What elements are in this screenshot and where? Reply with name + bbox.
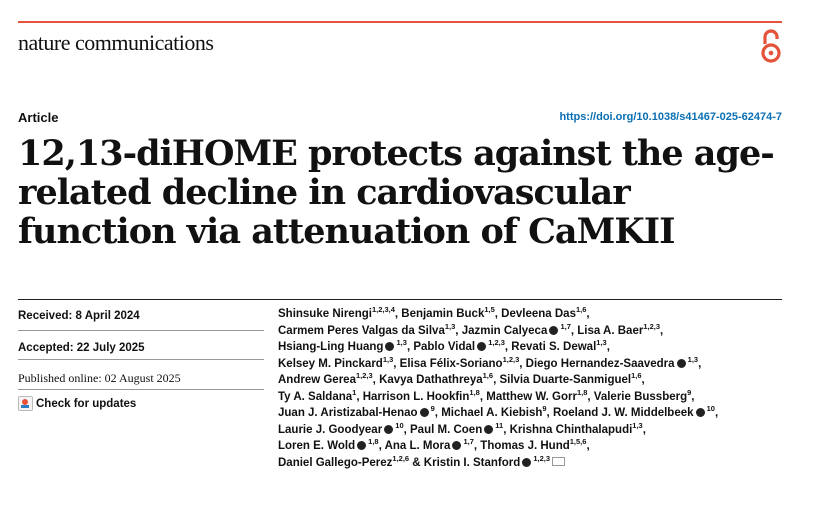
author-name[interactable]: Carmem Peres Valgas da Silva [278, 324, 445, 337]
author-name[interactable]: Andrew Gerea [278, 374, 356, 386]
meta-divider [18, 389, 264, 390]
published-date: Published online: 02 August 2025 [18, 371, 181, 385]
author-affiliations: 9 [428, 404, 435, 414]
author-affiliations: 1,2,6 [392, 453, 410, 463]
accepted-date: Accepted: 22 July 2025 [18, 342, 145, 354]
author-name[interactable]: Roeland J. W. Middelbeek [552, 407, 694, 419]
orcid-icon[interactable] [484, 425, 493, 434]
author-name[interactable]: Harrison L. Hookfin [362, 390, 470, 403]
header-accent-rule [18, 21, 782, 23]
author-affiliations: 9 [542, 404, 547, 414]
open-access-icon[interactable] [760, 27, 782, 65]
author-affiliations: 1,2,3 [643, 321, 660, 331]
check-for-updates-icon [18, 396, 33, 411]
author-affiliations: 1,8 [366, 437, 379, 447]
author-name[interactable]: Ana L. Mora [384, 440, 451, 452]
author-name[interactable]: Elisa Félix-Soriano [399, 357, 503, 370]
section-divider [18, 299, 782, 300]
author-affiliations: 1,3 [444, 321, 456, 331]
orcid-icon[interactable] [696, 408, 705, 417]
orcid-icon[interactable] [549, 326, 558, 335]
author-affiliations: 1,2,3 [502, 354, 520, 364]
journal-name[interactable]: nature communications [18, 30, 214, 55]
orcid-icon[interactable] [420, 408, 429, 417]
author-affiliations: 1,2,3 [355, 371, 373, 381]
author-affiliations: 10 [393, 420, 404, 430]
author-name[interactable]: Juan J. Aristizabal-Henao [278, 407, 418, 419]
author-affiliations: 1,2,3,4 [371, 305, 395, 315]
author-name[interactable]: Loren E. Wold [278, 440, 356, 452]
author-affiliations: 1,7 [558, 321, 571, 331]
mail-icon[interactable] [552, 457, 565, 466]
author-name[interactable]: Laurie J. Goodyear [278, 423, 383, 436]
author-name[interactable]: Silvia Duarte-Sanmiguel [499, 374, 632, 386]
author-name[interactable]: Lisa A. Baer [577, 324, 644, 337]
author-affiliations: 9 [687, 387, 692, 397]
author-affiliations: 1,5 [484, 305, 495, 315]
author-name[interactable]: Kelsey M. Pinckard [278, 357, 383, 370]
author-name[interactable]: Daniel Gallego-Perez [278, 456, 393, 469]
author-name[interactable]: Diego Hernandez-Saavedra [525, 357, 675, 370]
author-name[interactable]: Matthew W. Gorr [486, 390, 577, 403]
author-name[interactable]: Revati S. Dewal [511, 341, 597, 353]
check-for-updates-button[interactable] [18, 396, 136, 411]
author-affiliations: 1,6 [575, 305, 587, 315]
meta-divider [18, 359, 264, 360]
author-affiliations: 1,3 [632, 420, 643, 430]
author-name[interactable]: Thomas J. Hund [480, 440, 570, 452]
doi-link[interactable]: https://doi.org/10.1038/s41467-025-62474-7 [559, 111, 782, 123]
author-affiliations: 1,5,6 [569, 437, 587, 447]
orcid-icon[interactable] [677, 359, 686, 368]
author-affiliations: 11 [493, 420, 504, 430]
author-name[interactable]: Kavya Dathathreya [379, 374, 483, 386]
author-affiliations: 10 [704, 404, 715, 414]
author-affiliations: 1,8 [469, 387, 480, 397]
author-name[interactable]: Paul M. Coen [410, 423, 483, 436]
received-date: Received: 8 April 2024 [18, 310, 140, 322]
orcid-icon[interactable] [384, 425, 393, 434]
author-affiliations: 1,2,3 [531, 453, 551, 463]
orcid-icon[interactable] [522, 458, 531, 467]
author-affiliations: 1,6 [482, 371, 494, 381]
author-affiliations: 1,7 [461, 437, 474, 447]
author-name[interactable]: Michael A. Kiebish [441, 407, 543, 419]
author-name[interactable]: Pablo Vidal [413, 341, 476, 353]
author-name[interactable]: Benjamin Buck [401, 308, 485, 320]
author-affiliations: 1,3 [596, 338, 607, 348]
author-name[interactable]: Kristin I. Stanford [423, 456, 521, 469]
article-type-label: Article [18, 110, 59, 125]
author-name[interactable]: Jazmin Calyeca [461, 324, 548, 337]
author-affiliations: 1,3 [394, 338, 407, 348]
author-name[interactable]: Krishna Chinthalapudi [509, 423, 633, 436]
article-title: 12,13-diHOME protects against the age-related decline in cardiovascular function via attenuation of CaMKII [18, 133, 774, 252]
check-for-updates-label: Check for updates [36, 397, 137, 410]
author-list: Shinsuke Nirengi$^{1,2,3,4}$, Benjamin Buck$^{1,5}$, Devleena Das$^{1,6}$, Carmem Peres Valgas da Silva$^{1,3}$, Jazmin Calyeca $^{1,7}$, Lisa A. Baer$^{1,2,3}$, Hsiang-Ling Huang $^{1,3}$, Pablo Vidal $^{1,2,3}$, Revati S. Dewal$^{1,3}$, Kelsey M. Pinckard$^{1,3}$, Elisa Félix-Soriano$^{1,2,3}$, Diego Hernandez-Saavedra $^{1,3}$, Andrew Gerea$^{1,2,3}$, Kavya Dathathreya$^{1,6}$, Silvia Duarte-Sanmiguel$^{1,6}$, Ty A. Saldana$^1$, Harrison L. Hookfin$^{1,8}$, Matthew W. Gorr$^{1,8}$, Valerie Bussberg$^9$, Juan J. Aristizabal-Henao $^9$, Michael A. Kiebish$^9$, Roeland J. W. Middelbeek $^{10}$, Laurie J. Goodyear $^{10}$, Paul M. Coen $^{11}$, Krishna Chinthalapudi$^{1,3}$, Loren E. Wold $^{1,8}$, Ana L. Mora $^{1,7}$, Thomas J. Hund$^{1,5,6}$, Daniel Gallego-Perez$^{1,2,6}$ & Kristin I. Stanford $^{1,2,3}$ [278, 305, 719, 469]
author-name[interactable]: Shinsuke Nirengi [278, 308, 372, 320]
author-affiliations: 1,8 [576, 387, 588, 397]
author-affiliations: 1 [352, 387, 357, 397]
author-affiliations: 1,3 [382, 354, 394, 364]
author-name[interactable]: Devleena Das [501, 308, 576, 320]
author-affiliations: 1,3 [685, 354, 699, 364]
author-affiliations: 1,6 [631, 371, 642, 381]
author-name[interactable]: Hsiang-Ling Huang [278, 341, 384, 353]
author-name[interactable]: Valerie Bussberg [593, 390, 688, 403]
meta-divider [18, 330, 264, 331]
orcid-icon[interactable] [357, 441, 366, 450]
orcid-icon[interactable] [477, 342, 486, 351]
author-name[interactable]: Ty A. Saldana [278, 390, 353, 403]
author-affiliations: 1,2,3 [486, 338, 505, 348]
